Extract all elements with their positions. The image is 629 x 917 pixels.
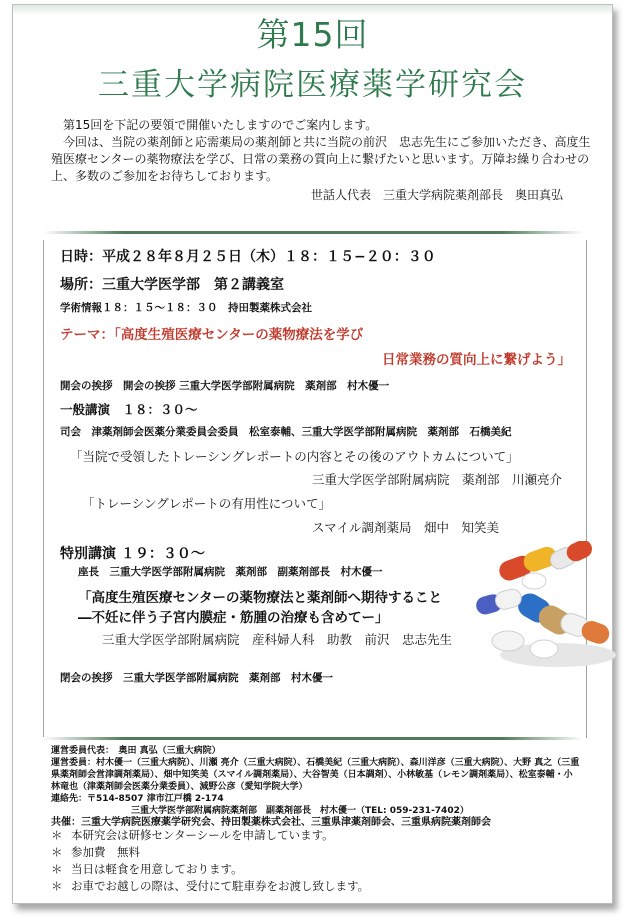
event-opening-remarks: 開会の挨拶 開会の挨拶 三重大学医学部附属病院 薬剤部 村木優一	[60, 380, 390, 392]
notes-list	[51, 827, 591, 895]
event-theme-line-1: テーマ：「高度生殖医療センターの薬物療法を学び	[60, 327, 364, 343]
event-theme-line-2: 日常業務の質向上に繋げよう」	[382, 352, 571, 368]
title-session-number: 第15回	[256, 15, 369, 54]
asterisk-icon: ＊	[51, 862, 63, 876]
footer-cosponsors: 共催：三重大学病院医療薬学研究会、持田製薬株式会社、三重県津薬剤師会、三重県病院薬剤師会	[51, 817, 491, 828]
footer-contact-address: 連絡先：〒514-8507 津市江戸橋 2-174	[51, 794, 224, 804]
talk2-speaker: スマイル調剤薬局 畑中 知笑美	[312, 520, 500, 535]
special-title-line-1: 「高度生殖医療センターの薬物療法と薬剤師へ期待すること	[78, 590, 442, 606]
footer-committee-1: 運営委員：村木優一（三重大病院）、川瀬 亮介（三重大病院）、石橋美紀（三重大病院）、森川洋彦（三重大病院）、大野 真之（三重	[51, 758, 580, 768]
note-item: ＊ 本研究会は研修センターシールを申請しています。	[51, 828, 334, 842]
note-item: ＊ お車でお越しの際は、受付にて駐車券をお渡し致します。	[51, 879, 370, 893]
event-academic-info: 学術情報１８：１５〜１８：３０ 持田製薬株式会社	[60, 302, 312, 314]
event-datetime: 日時：平成２８年８月２５日（木）１８：１５−２０：３０	[60, 249, 436, 265]
note-item: ＊ 当日は軽食を用意しております。	[51, 862, 243, 876]
talk1-speaker: 三重大学医学部附属病院 薬剤部 川瀬亮介	[312, 472, 563, 487]
bottom-divider	[43, 737, 583, 740]
event-place: 場所：三重大学医学部 第２講義室	[60, 277, 284, 293]
organizer-info	[51, 745, 591, 829]
event-general-lecture: 一般講演 １８：３０〜	[60, 402, 198, 417]
event-chair: 司会 津薬剤師会医薬分業委員会委員 松室泰輔、三重大学医学部附属病院 薬剤部 石橋美紀	[60, 426, 512, 438]
footer-committee-2: 県薬剤師会営津調剤薬局）、畑中知笑美（スマイル調剤薬局）、大谷智美（日本調剤）、小林敏基（レモン調剤薬局）、松室泰輔・小	[51, 770, 573, 780]
intro-paragraph-2: 今回は、当院の薬剤師と応需薬局の薬剤師と共に当院の前沢 忠志先生にご参加いただき、高度生殖医療センターの薬物療法を学び、日常の業務の質向上に繋げたいと思います。万障お繰り合わせの上、多数のご参加をお待ちしております。	[51, 135, 591, 183]
intro-signature: 世話人代表 三重大学病院薬剤部長 奥田真弘	[310, 188, 563, 202]
footer-representative: 運営委員代表： 奥田 真弘（三重大病院）	[51, 746, 221, 756]
intro-paragraph-1: 第15回を下記の要領で開催いたしますのでご案内します。	[63, 118, 378, 132]
closing-remarks: 閉会の挨拶 三重大学医学部附属病院 薬剤部 村木優一	[60, 672, 333, 684]
top-divider	[43, 231, 583, 234]
asterisk-icon: ＊	[51, 845, 63, 859]
special-lecture: 特別講演 １９：３０〜	[60, 546, 205, 562]
asterisk-icon: ＊	[51, 879, 63, 893]
pills-illustration-icon	[468, 541, 618, 671]
special-speaker: 三重大学医学部附属病院 産科婦人科 助教 前沢 忠志先生	[102, 632, 453, 647]
asterisk-icon: ＊	[51, 828, 63, 842]
special-title-line-2: ―不妊に伴う子宮内膜症・筋腫の治療も含めてー」	[78, 610, 389, 626]
intro-section	[51, 117, 591, 204]
footer-contact-person: 三重大学医学部附属病院薬剤部 副薬剤部長 村木優一（TEL: 059-231-7402）	[131, 806, 469, 816]
footer-committee-3: 林竜也（津薬剤師会医薬分業委員）、減野公彦（愛知学院大学）	[51, 782, 308, 792]
talk1-title: 「当院で受領したトレーシングレポートの内容とその後のアウトカムについて」	[70, 449, 519, 464]
title-society-name: 三重大学病院医療薬学研究会	[98, 67, 527, 103]
talk2-title: 「トレーシングレポートの有用性について」	[82, 496, 331, 511]
special-chair: 座長 三重大学医学部附属病院 薬剤部 副薬剤部長 村木優一	[78, 566, 383, 578]
flyer-page	[12, 4, 613, 904]
note-item: ＊ 参加費 無料	[51, 845, 140, 859]
